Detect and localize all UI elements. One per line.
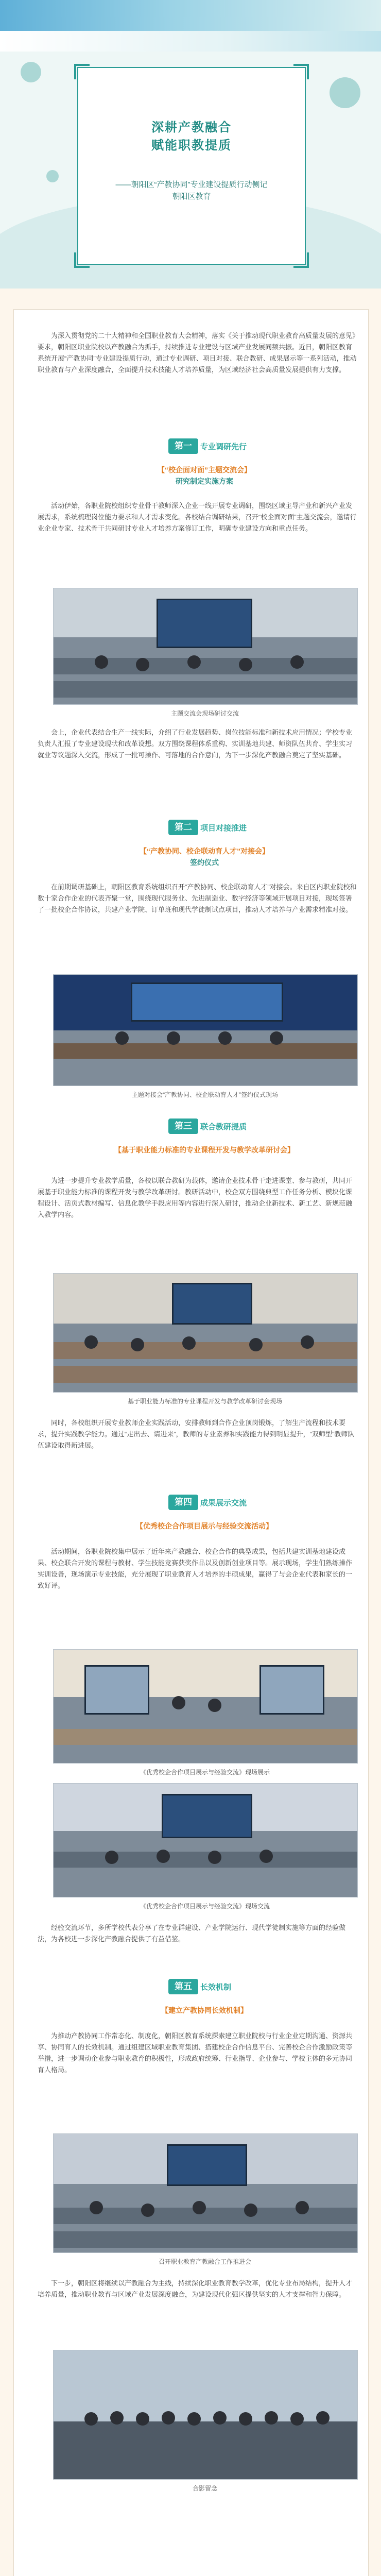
corner-bracket: [74, 252, 90, 268]
photo-caption: 合影留念: [192, 2485, 217, 2492]
photo-group: [53, 2350, 358, 2480]
corner-bracket: [293, 252, 309, 268]
photo-showcase-1: [53, 1649, 358, 1764]
section-subtitle: 【“校企面对面”主题交流会】: [158, 466, 251, 474]
photo-caption: 主题交流会现场研讨交流: [170, 710, 239, 717]
section-label: 成果展示交流: [200, 1499, 247, 1507]
section-badge-1: [168, 438, 247, 454]
header-band-light: [0, 31, 381, 52]
section-paragraph: 为推动产教协同工作常态化、制度化，朝阳区教育系统探索建立职业院校与行业企业定期沟通、资源共享、协同育人的长效机制。通过组建区域职业教育集团、搭建校企合作信息平台、完善校企合作激励政策等举措，进一步调动企业参与职业教育的积极性，形成政府统筹、行业指导、企业参与、学校主体的多元协同育人格局。: [38, 2032, 353, 2074]
section-subtitle-2: 签约仪式: [190, 858, 219, 867]
photo-meeting: [53, 588, 358, 705]
photo-caption: 主题对接会“产教协同、校企联动育人才”签约仪式现场: [132, 1091, 278, 1098]
photo-conference: [53, 2133, 358, 2253]
section-paragraph: 经验交流环节，多所学校代表分享了在专业群建设、产业学院运行、现代学徒制实施等方面的经验做法，为各校进一步深化产教融合提供了有益借鉴。: [38, 1924, 346, 1943]
page-title-line1: 深耕产教融合: [151, 121, 232, 134]
section-number: 第四: [168, 1495, 198, 1510]
section-subtitle: 【建立产教协同长效机制】: [161, 2006, 248, 2014]
section-paragraph: 活动伊始，各职业院校组织专业骨干教师深入企业一线开展专业调研，围绕区域主导产业和新兴产业发展需求，系统梳理岗位能力要求和人才需求变化。各校结合调研结果，召开“校企面对面”主题交流会，邀请行业企业专家、技术骨干共同研讨专业人才培养方案修订工作，明确专业建设方向和重点任务。: [38, 502, 357, 532]
photo-caption: 基于职业能力标准的专业课程开发与教学改革研讨会现场: [127, 1398, 282, 1405]
corner-bracket: [74, 64, 90, 79]
section-paragraph: 活动期间，各职业院校集中展示了近年来产教融合、校企合作的典型成果，包括共建实训基地建设成果、校企联合开发的课程与教材、学生技能竞赛获奖作品以及创新创业项目等。展示现场，学生们熟练操作实训设备，现场演示专业技能，充分展现了职业教育人才培养的丰硕成果，赢得了与会企业代表和家长的一致好评。: [38, 1548, 353, 1589]
section-label: 项目对接推进: [200, 824, 247, 833]
intro-paragraph: 为深入贯彻党的二十大精神和全国职业教育大会精神，落实《关于推动现代职业教育高质量发展的意见》要求，朝阳区职业院校以产教融合为抓手，持续推进专业建设与区域产业发展同频共振。近日，朝阳区教育系统开展“产教协同”专业建设提质行动，通过专业调研、项目对接、联合教研、成果展示等一系列活动，推动职业教育与产业深度融合，全面提升技术技能人才培养质量，为区域经济社会高质量发展提供有力支撑。: [38, 332, 357, 374]
section-badge-5: [168, 1979, 240, 1994]
section-badge-2: [168, 820, 247, 835]
page-title-line2: 赋能职教提质: [151, 139, 232, 152]
title-card: [77, 67, 306, 265]
corner-bracket: [293, 64, 309, 79]
photo-caption: 召开职业教育产教融合工作推进会: [158, 2258, 251, 2265]
section-label: 长效机制: [200, 1983, 232, 1992]
photo-caption: 《优秀校企合作项目展示与经验交流》现场交流: [140, 1903, 270, 1910]
section-subtitle: 【优秀校企合作项目展示与经验交流活动】: [136, 1522, 273, 1530]
section-paragraph: 下一步，朝阳区将继续以产教融合为主线，持续深化职业教育教学改革，优化专业布局结构，提升人才培养质量，推动职业教育与区域产业发展深度融合，为建设现代化强区提供坚实的人才支撑和智力保障。: [38, 2279, 353, 2298]
photo-caption: 《优秀校企合作项目展示与经验交流》现场展示: [140, 1769, 270, 1776]
article-panel: [13, 309, 369, 2576]
section-number: 第二: [168, 820, 198, 835]
decor-dot: [46, 170, 59, 182]
section-subtitle-2: 研究制定实施方案: [176, 477, 233, 485]
section-paragraph: 会上，企业代表结合生产一线实际，介绍了行业发展趋势、岗位技能标准和新技术应用情况；学校专业负责人汇报了专业建设现状和改革设想。双方围绕课程体系重构、实训基地共建、师资队伍共育、学生实习就业等议题深入交流，形成了一批可操作、可落地的合作意向，为下一步深化产教融合奠定了坚实基础。: [38, 728, 353, 759]
decor-dot: [330, 77, 360, 108]
section-badge-4: [168, 1495, 247, 1510]
section-subtitle: 【基于职业能力标准的专业课程开发与教学改革研讨会】: [114, 1146, 295, 1154]
section-paragraph: 为进一步提升专业教学质量，各校以联合教研为载体，邀请企业技术骨干走进课堂、参与教研，共同开展基于职业能力标准的课程开发与教学改革研讨。教研活动中，校企双方围绕典型工作任务分析、模块化课程设计、活页式教材编写、信息化教学手段应用等内容进行深入研讨，推动企业新技术、新工艺、新规范融入教学内容。: [38, 1177, 353, 1218]
page-subtitle: ——朝阳区“产教协同”专业建设提质行动侧记: [115, 180, 268, 189]
section-subtitle: 【“产教协同、校企联动育人才”对接会】: [140, 847, 269, 855]
page-author: 朝阳区教育: [172, 192, 211, 201]
photo-seminar: [53, 1273, 358, 1393]
decor-dot: [21, 62, 41, 82]
section-number: 第一: [168, 438, 198, 454]
photo-signing: [53, 974, 358, 1086]
photo-showcase-2: [53, 1783, 358, 1897]
section-label: 联合教研提质: [200, 1123, 247, 1131]
header-banner: [0, 0, 381, 289]
section-number: 第三: [168, 1118, 198, 1134]
section-label: 专业调研先行: [200, 443, 247, 451]
section-badge-3: [168, 1118, 247, 1134]
section-number: 第五: [168, 1979, 198, 1994]
section-paragraph: 在前期调研基础上，朝阳区教育系统组织召开“产教协同、校企联动育人才”对接会。来自区内职业院校和数十家合作企业的代表齐聚一堂，围绕现代服务业、先进制造业、数字经济等领域开展项目对接，现场签署了一批校企合作协议，共建产业学院、订单班和现代学徒制试点项目，推动人才培养与产业需求精准对接。: [38, 883, 357, 913]
article-body: [0, 289, 381, 2576]
section-paragraph: 同时，各校组织开展专业教师企业实践活动，安排教师到合作企业顶岗锻炼，了解生产流程和技术要求，提升实践教学能力。通过“走出去、请进来”，教师的专业素养和实践能力得到明显提升，“双师型”教师队伍建设取得新进展。: [38, 1419, 355, 1449]
